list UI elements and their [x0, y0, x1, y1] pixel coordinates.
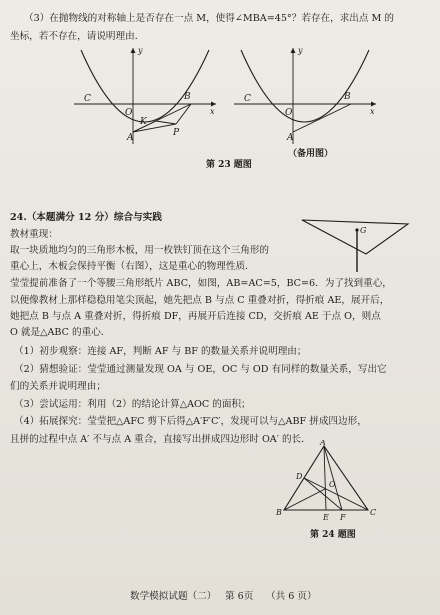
q23-label-y: y	[138, 46, 143, 55]
q24-heading: 24.（本题满分 12 分）综合与实践	[10, 212, 162, 223]
q24-paragraph: 重心上，木板会保持平衡（右图），这是重心的物理性质．	[10, 261, 255, 272]
q23-backup-label-O: O	[285, 108, 293, 118]
q24-task-2: （2）猜想验证：莹莹通过测量发现 OA 与 OE，OC 与 OD 有同样的数量关系，写出它	[14, 364, 387, 375]
q24-section-title: 教材重现：	[10, 229, 58, 240]
q24-board-label-G: G	[360, 226, 367, 235]
q24-task-4-cont: 且拼的过程中点 A′ 不与点 A 重合，直接写出拼成四边形时 OA′ 的长．	[10, 434, 311, 445]
q23-label-x: x	[210, 107, 215, 116]
q24-fig-label-A: A	[320, 440, 326, 447]
q23-backup-label-A: A	[287, 133, 294, 143]
q23-label-O: O	[125, 108, 133, 118]
q24-fig-label-B: B	[276, 508, 282, 517]
q23-figure-backup	[230, 44, 380, 148]
q24-paragraph: 以便像教材上那样稳稳用笔尖顶起，她先把点 B 与点 C 重叠对折，得折痕 AE，展开后，	[10, 295, 390, 306]
q24-fig-label-O: O	[329, 480, 336, 489]
q24-task-1: （1）初步观察：连接 AF，判断 AF 与 BF 的数量关系并说明理由；	[14, 346, 307, 357]
footer-title: 数学模拟试题（二）	[130, 591, 217, 602]
q24-fig-label-F: F	[340, 513, 346, 522]
q23-backup-label-C: C	[244, 94, 251, 104]
q23-label-B: B	[184, 92, 191, 102]
q24-paragraph: 她把点 B 与点 A 重叠对折，得折痕 DF，再展开后连接 CD，交折痕 AE 于点 O，则点	[10, 311, 381, 322]
q24-task-4: （4）拓展探究：莹莹把△AFC 剪下后得△A′F′C′，发现可以与△ABF 拼成四边形，	[14, 416, 367, 427]
q23-backup-label-x: x	[370, 107, 375, 116]
q23-label-A: A	[127, 133, 134, 143]
q23-figure-main	[70, 44, 220, 148]
q23-figure-caption: 第 23 题图	[206, 160, 252, 170]
q23-label-P: P	[173, 128, 180, 138]
q24-paragraph: 取一块质地均匀的三角形木板，用一枚铁钉顶在这个三角形的	[10, 245, 270, 256]
q24-task-3: （3）尝试运用：利用（2）的结论计算△AOC 的面积；	[14, 399, 251, 410]
footer-total: （共 6 页）	[266, 591, 317, 602]
q24-paragraph: 莹莹提前准备了一个等腰三角形纸片 ABC，如图，AB=AC=5，BC=6．为了找到重心，	[10, 278, 392, 289]
q24-triangle-figure	[272, 440, 392, 524]
q23-label-C: C	[84, 94, 91, 104]
q24-fig-label-C: C	[370, 508, 377, 517]
q24-fig-label-E: E	[323, 513, 329, 522]
q23-backup-label-y: y	[298, 46, 303, 55]
q23-part3-line1: （3）在抛物线的对称轴上是否存在一点 M，使得∠MBA=45°？若存在，求出点 M 的	[24, 13, 395, 24]
q24-figure-caption: 第 24 题图	[310, 530, 356, 540]
q24-task-2-cont: 们的关系并说明理由；	[10, 381, 106, 392]
q24-paragraph: O 就是△ABC 的重心．	[10, 327, 111, 338]
q23-label-K: K	[140, 117, 147, 127]
q23-backup-label-B: B	[344, 92, 351, 102]
footer-page: 第 6页	[225, 591, 254, 602]
q24-fig-label-D: D	[296, 472, 303, 481]
q23-backup-caption: （备用图）	[288, 149, 334, 159]
q24-board-figure	[296, 214, 416, 276]
q23-part3-line2: 坐标，若不存在，请说明理由．	[10, 31, 145, 42]
